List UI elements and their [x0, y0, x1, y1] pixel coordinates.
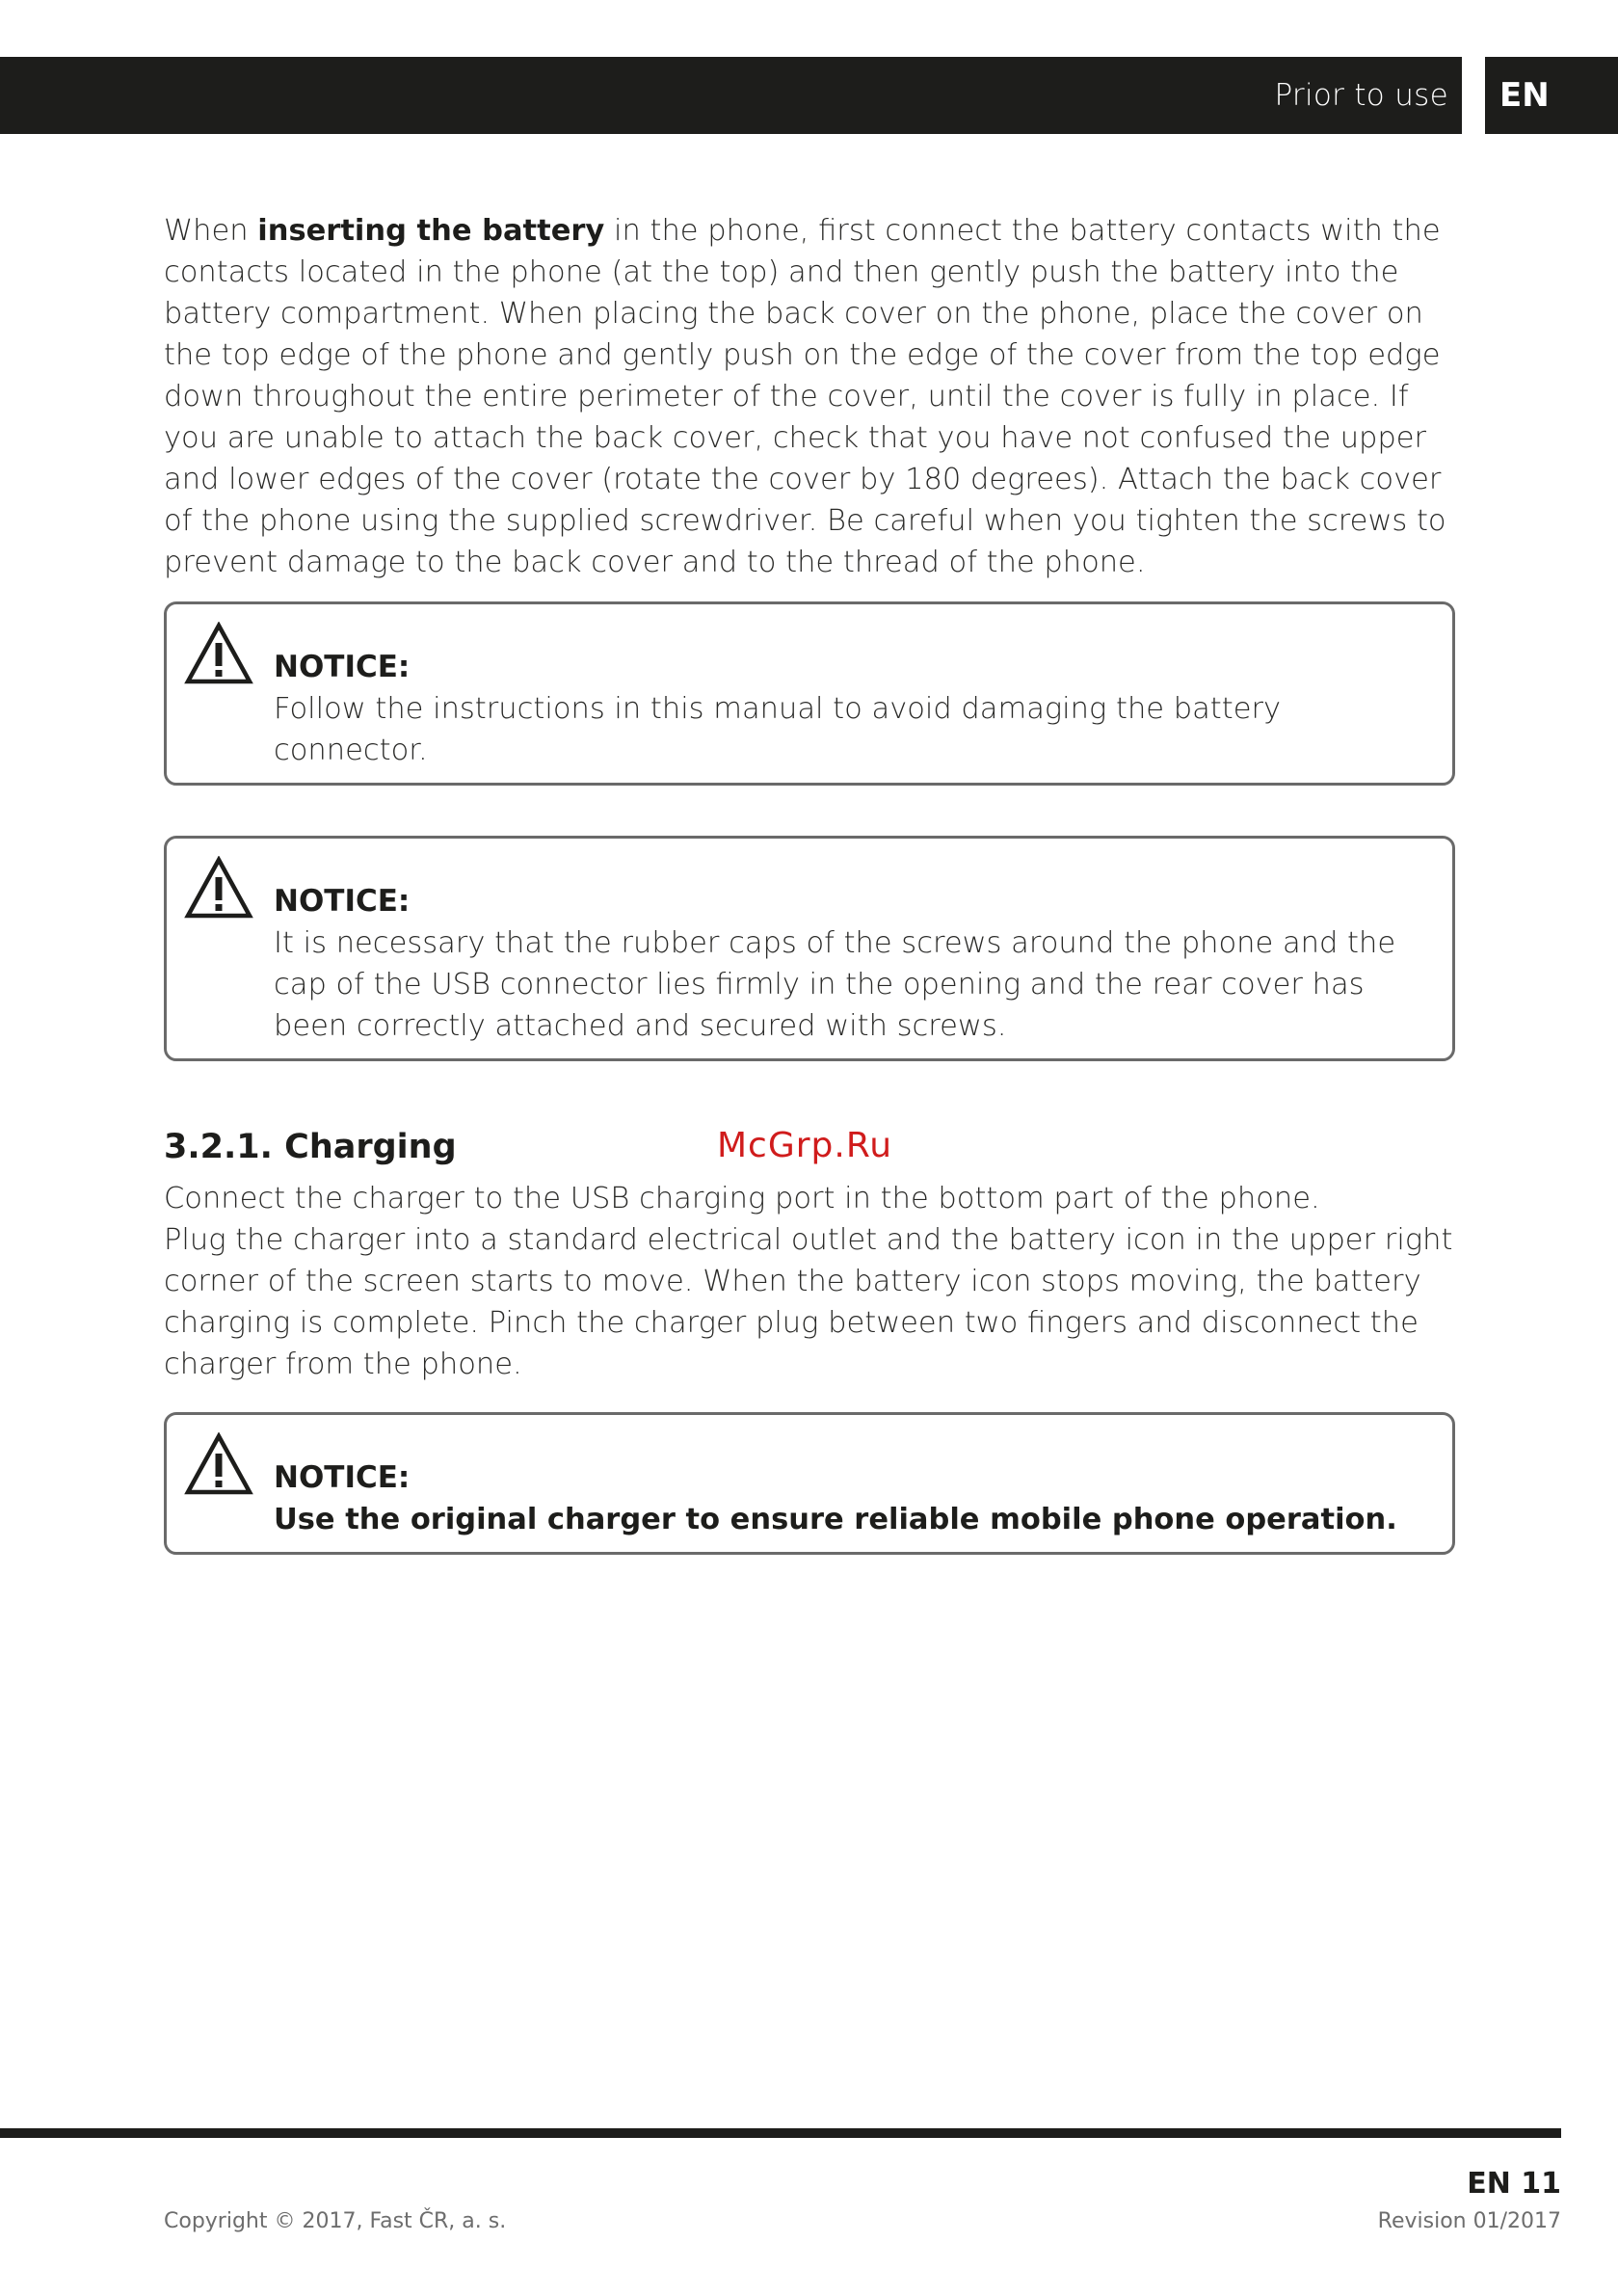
watermark: McGrp.Ru: [717, 1126, 893, 1165]
intro-paragraph: When inserting the battery in the phone, first connect the battery contacts with the contacts located in the phone (at the top) and then gently push the battery into the battery compartment. When placing the back cover on the phone, place the cover on the top edge of the phone and gently push on the edge of the cover from the top edge down throughout the entire perimeter of the cover, until the cover is fully in place. If you are unable to attach the back cover, check that you have not confused the upper and lower edges of the cover (rotate the cover by 180 degrees). Attach the back cover of the phone using the supplied screwdriver. Be careful when you tighten the screws to prevent damage to the back cover and to the thread of the phone.: [164, 214, 1446, 579]
intro-bold-term: inserting the battery: [257, 214, 605, 248]
charging-line-1: Connect the charger to the USB charging port in the bottom part of the phone.: [164, 1182, 1320, 1215]
notice-text: Follow the instructions in this manual to avoid damaging the battery connector.: [274, 692, 1282, 767]
warning-triangle-icon: [184, 1432, 253, 1496]
notice-box-original-charger: [164, 1412, 1455, 1555]
notice-box-rubber-caps: [164, 836, 1455, 1061]
section-heading-charging: 3.2.1. Charging: [164, 1128, 457, 1166]
language-tab: [1485, 57, 1618, 134]
header-bar: [0, 57, 1462, 134]
revision-text: Revision 01/2017: [1377, 2209, 1561, 2233]
notice-title: NOTICE:: [274, 650, 411, 684]
notice-box-battery-connector: [164, 601, 1455, 786]
warning-triangle-icon: [184, 856, 253, 920]
footer-divider: [0, 2128, 1561, 2138]
copyright-text: Copyright © 2017, Fast ČR, a. s.: [164, 2209, 507, 2233]
charging-paragraph: [164, 1178, 1455, 1385]
notice-title: NOTICE:: [274, 1460, 411, 1495]
section-title: Prior to use: [1274, 78, 1448, 113]
warning-triangle-icon: [184, 622, 253, 685]
notice-text: Use the original charger to ensure reliable mobile phone operation.: [274, 1503, 1397, 1536]
notice-text: It is necessary that the rubber caps of the screws around the phone and the cap of the USB connector lies firmly in the opening and the rear cover has been correctly attached and secured with screws.: [274, 926, 1396, 1043]
page-number: EN 11: [1467, 2167, 1561, 2201]
page-content: [164, 210, 1455, 1555]
notice-title: NOTICE:: [274, 884, 411, 919]
charging-text: Plug the charger into a standard electrical outlet and the battery icon in the upper right corner of the screen starts to move. When the battery icon stops moving, the battery charging is complete. Pinch the charger plug between two fingers and disconnect the charger from the phone.: [164, 1223, 1453, 1381]
language-label: EN: [1499, 76, 1550, 115]
